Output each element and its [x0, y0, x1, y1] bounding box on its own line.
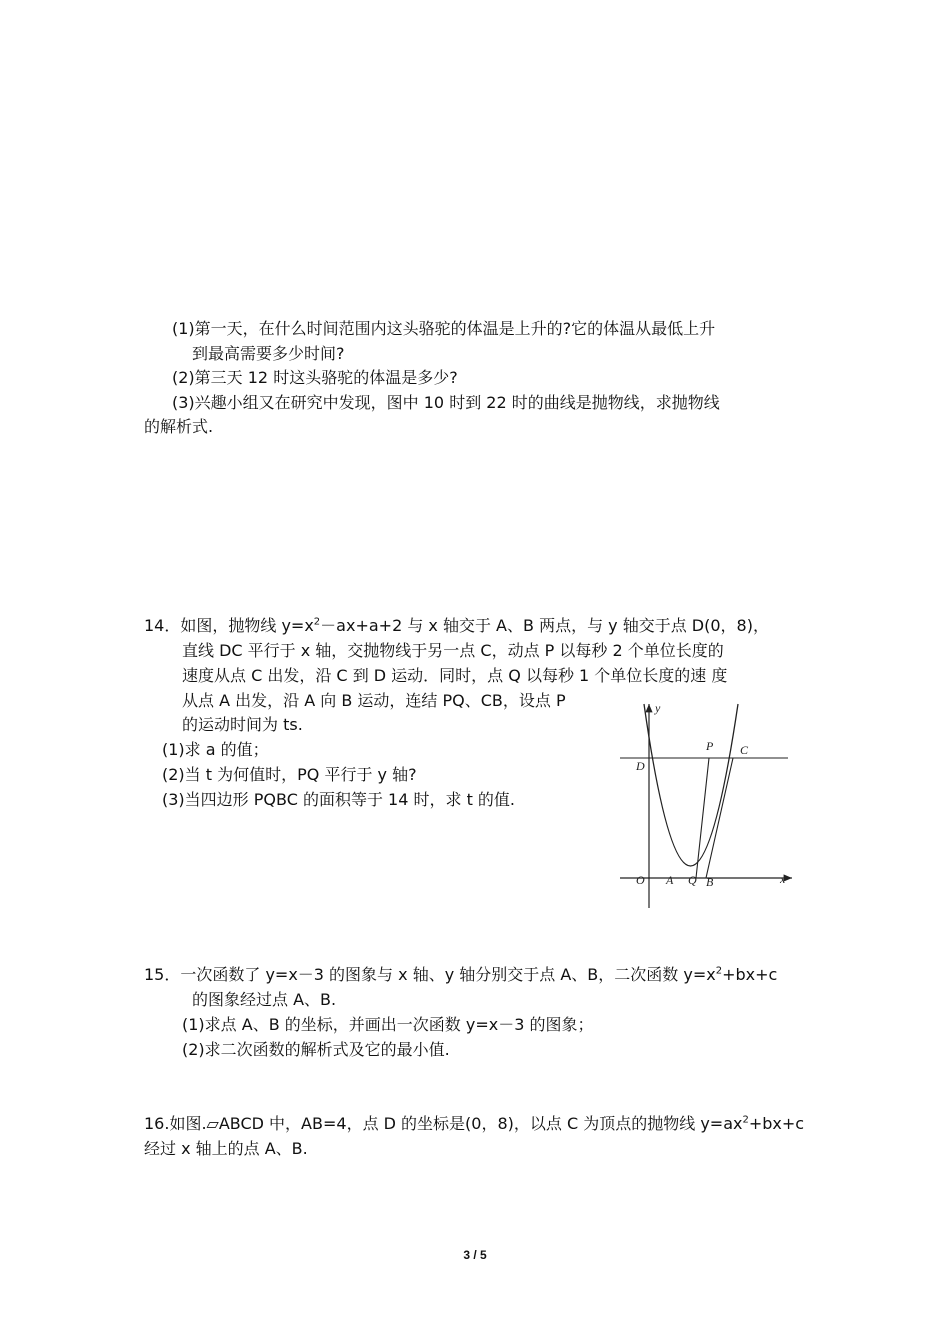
label-c: C	[740, 743, 749, 757]
label-p: P	[706, 739, 714, 753]
q15-line-4: (2)求二次函数的解析式及它的最小值.	[182, 1040, 450, 1059]
label-x: x	[780, 872, 786, 886]
q14-line-1-a: 14．如图，抛物线 y=x	[144, 616, 314, 635]
label-o: O	[636, 873, 645, 887]
q16-line-2: 经过 x 轴上的点 A、B.	[144, 1139, 308, 1158]
q13-line-5: 的解析式.	[144, 417, 214, 436]
q15-line-1-a: 15．一次函数了 y=x－3 的图象与 x 轴、y 轴分别交于点 A、B，二次函数 y=x	[144, 965, 716, 984]
q14-line-1-b: －ax+a+2 与 x 轴交于 A、B 两点，与 y 轴交于点 D(0，8)，	[320, 616, 769, 635]
q15-line-1-sup: 2	[715, 965, 723, 977]
q13-line-1: (1)第一天，在什么时间范围内这头骆驼的体温是上升的?它的体温从最低上升	[172, 319, 716, 338]
parabola-figure	[612, 698, 797, 910]
label-d: D	[636, 759, 645, 773]
parabola-curve	[644, 704, 738, 866]
q15-line-2: 的图象经过点 A、B.	[192, 990, 337, 1009]
q15-line-1	[144, 964, 777, 986]
q14-line-5: 的运动时间为 ts.	[182, 715, 303, 734]
segment-pq	[696, 758, 709, 878]
q16-line-1-a: 16.如图.▱ABCD 中，AB=4，点 D 的坐标是(0，8)，以点 C 为顶点的抛物线 y=ax	[144, 1114, 743, 1133]
label-q: Q	[688, 873, 697, 887]
segment-cb	[706, 758, 733, 878]
q16-line-1	[144, 1113, 804, 1135]
page-number: 3 / 5	[463, 1248, 487, 1262]
q14-line-2: 直线 DC 平行于 x 轴，交抛物线于另一点 C，动点 P 以每秒 2 个单位长度的	[182, 641, 724, 660]
q14-line-8: (3)当四边形 PQBC 的面积等于 14 时，求 t 的值.	[162, 790, 516, 809]
q13-line-3: (2)第三天 12 时这头骆驼的体温是多少?	[172, 368, 458, 387]
label-y: y	[655, 701, 661, 715]
q16-line-1-sup: 2	[742, 1114, 749, 1126]
q16-line-1-b: +bx+c	[748, 1114, 805, 1133]
q14-line-3: 速度从点 C 出发，沿 C 到 D 运动．同时，点 Q 以每秒 1 个单位长度的速 度	[182, 666, 728, 685]
q15-line-1-b: +bx+c	[722, 965, 778, 984]
label-a: A	[666, 873, 674, 887]
q13-line-4: (3)兴趣小组又在研究中发现，图中 10 时到 22 时的曲线是抛物线，求抛物线	[172, 393, 720, 412]
q13-line-2: 到最高需要多少时间?	[192, 344, 345, 363]
label-b: B	[706, 875, 714, 889]
q14-line-4: 从点 A 出发，沿 A 向 B 运动，连结 PQ、CB，设点 P	[182, 691, 566, 710]
q14-line-1-sup: 2	[313, 616, 321, 628]
q14-line-6: (1)求 a 的值；	[162, 740, 269, 759]
q15-line-3: (1)求点 A、B 的坐标，并画出一次函数 y=x－3 的图象；	[182, 1015, 594, 1034]
q14-line-7: (2)当 t 为何值时，PQ 平行于 y 轴?	[162, 765, 417, 784]
q14-line-1	[144, 615, 769, 637]
